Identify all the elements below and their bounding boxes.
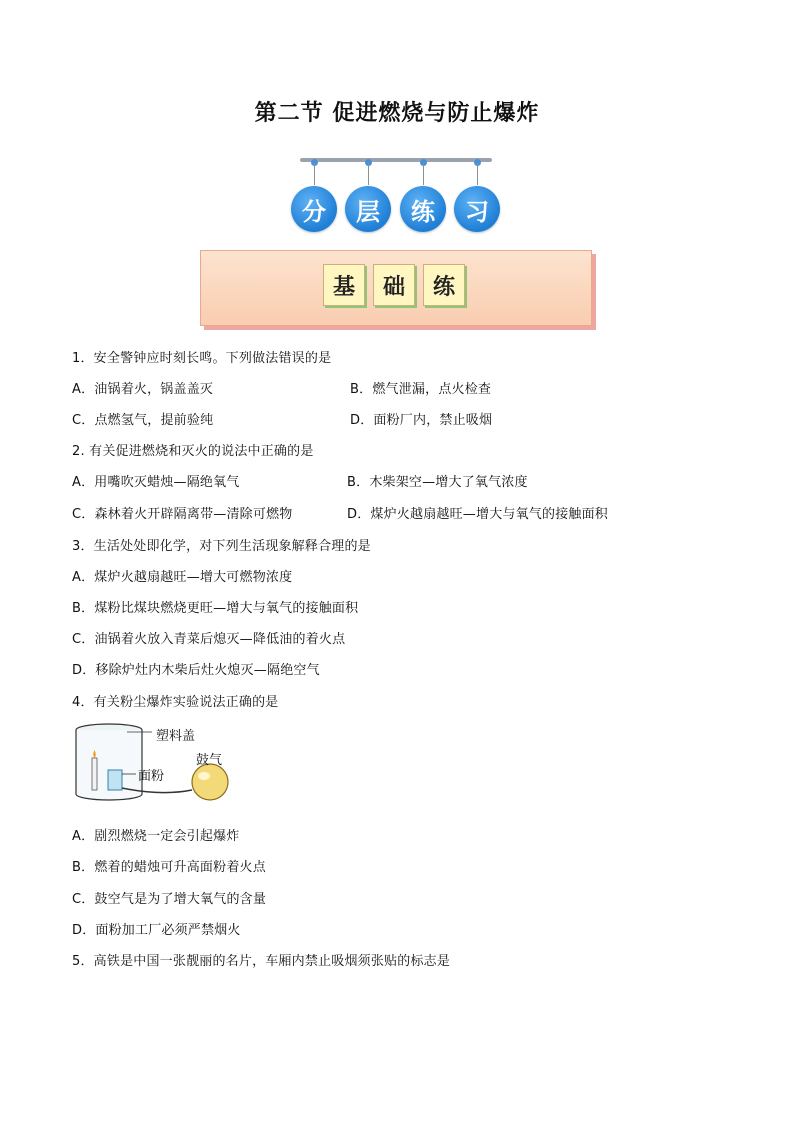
answer-option: D．面粉加工厂必须严禁烟火: [72, 923, 241, 938]
practice-badge: 分: [291, 186, 337, 232]
answer-option: B．燃气泄漏，点火检查: [350, 382, 492, 397]
section-tile: 基: [323, 264, 365, 306]
hanging-string: [314, 163, 315, 185]
figure-label-lid: 塑料盖: [156, 729, 196, 744]
practice-badge: 层: [345, 186, 391, 232]
practice-badge: 习: [454, 186, 500, 232]
answer-option: D．煤炉火越扇越旺—增大与氧气的接触面积: [347, 507, 609, 522]
question-stem: 3．生活处处即化学，对下列生活现象解释合理的是: [72, 539, 371, 554]
question-stem: 1．安全警钟应时刻长鸣。下列做法错误的是: [72, 351, 332, 366]
answer-option: D．面粉厂内，禁止吸烟: [350, 413, 493, 428]
answer-option: A．用嘴吹灭蜡烛—隔绝氧气: [72, 475, 240, 490]
question-stem: 2. 有关促进燃烧和灭火的说法中正确的是: [72, 444, 314, 459]
answer-option: D．移除炉灶内木柴后灶火熄灭—隔绝空气: [72, 663, 320, 678]
answer-option: A．油锅着火，锅盖盖灭: [72, 382, 214, 397]
hanging-string: [423, 163, 424, 185]
section-tile: 础: [373, 264, 415, 306]
section-title: [323, 264, 465, 306]
hanging-string: [477, 163, 478, 185]
figure-label-air: 鼓气: [196, 753, 223, 768]
practice-badge: 练: [400, 186, 446, 232]
answer-option: B．燃着的蜡烛可升高面粉着火点: [72, 860, 266, 875]
answer-option: C．鼓空气是为了增大氧气的含量: [72, 892, 267, 907]
answer-option: A．剧烈燃烧一定会引起爆炸: [72, 829, 240, 844]
question-stem: 5．高铁是中国一张靓丽的名片，车厢内禁止吸烟须张贴的标志是: [72, 954, 451, 969]
hanging-string: [368, 163, 369, 185]
answer-option: C．森林着火开辟隔离带—清除可燃物: [72, 507, 293, 522]
answer-option: C．油锅着火放入青菜后熄灭—降低油的着火点: [72, 632, 346, 647]
answer-option: B．煤粉比煤块燃烧更旺—增大与氧气的接触面积: [72, 601, 359, 616]
answer-option: B．木柴架空—增大了氧气浓度: [347, 475, 528, 490]
hanging-bar: [300, 158, 492, 162]
question-stem: 4．有关粉尘爆炸实验说法正确的是: [72, 695, 279, 710]
answer-option: A．煤炉火越扇越旺—增大可燃物浓度: [72, 570, 293, 585]
answer-option: C．点燃氢气，提前验纯: [72, 413, 214, 428]
page-title: 第二节 促进燃烧与防止爆炸: [254, 101, 540, 126]
figure-label-flour: 面粉: [138, 769, 165, 784]
section-tile: 练: [423, 264, 465, 306]
